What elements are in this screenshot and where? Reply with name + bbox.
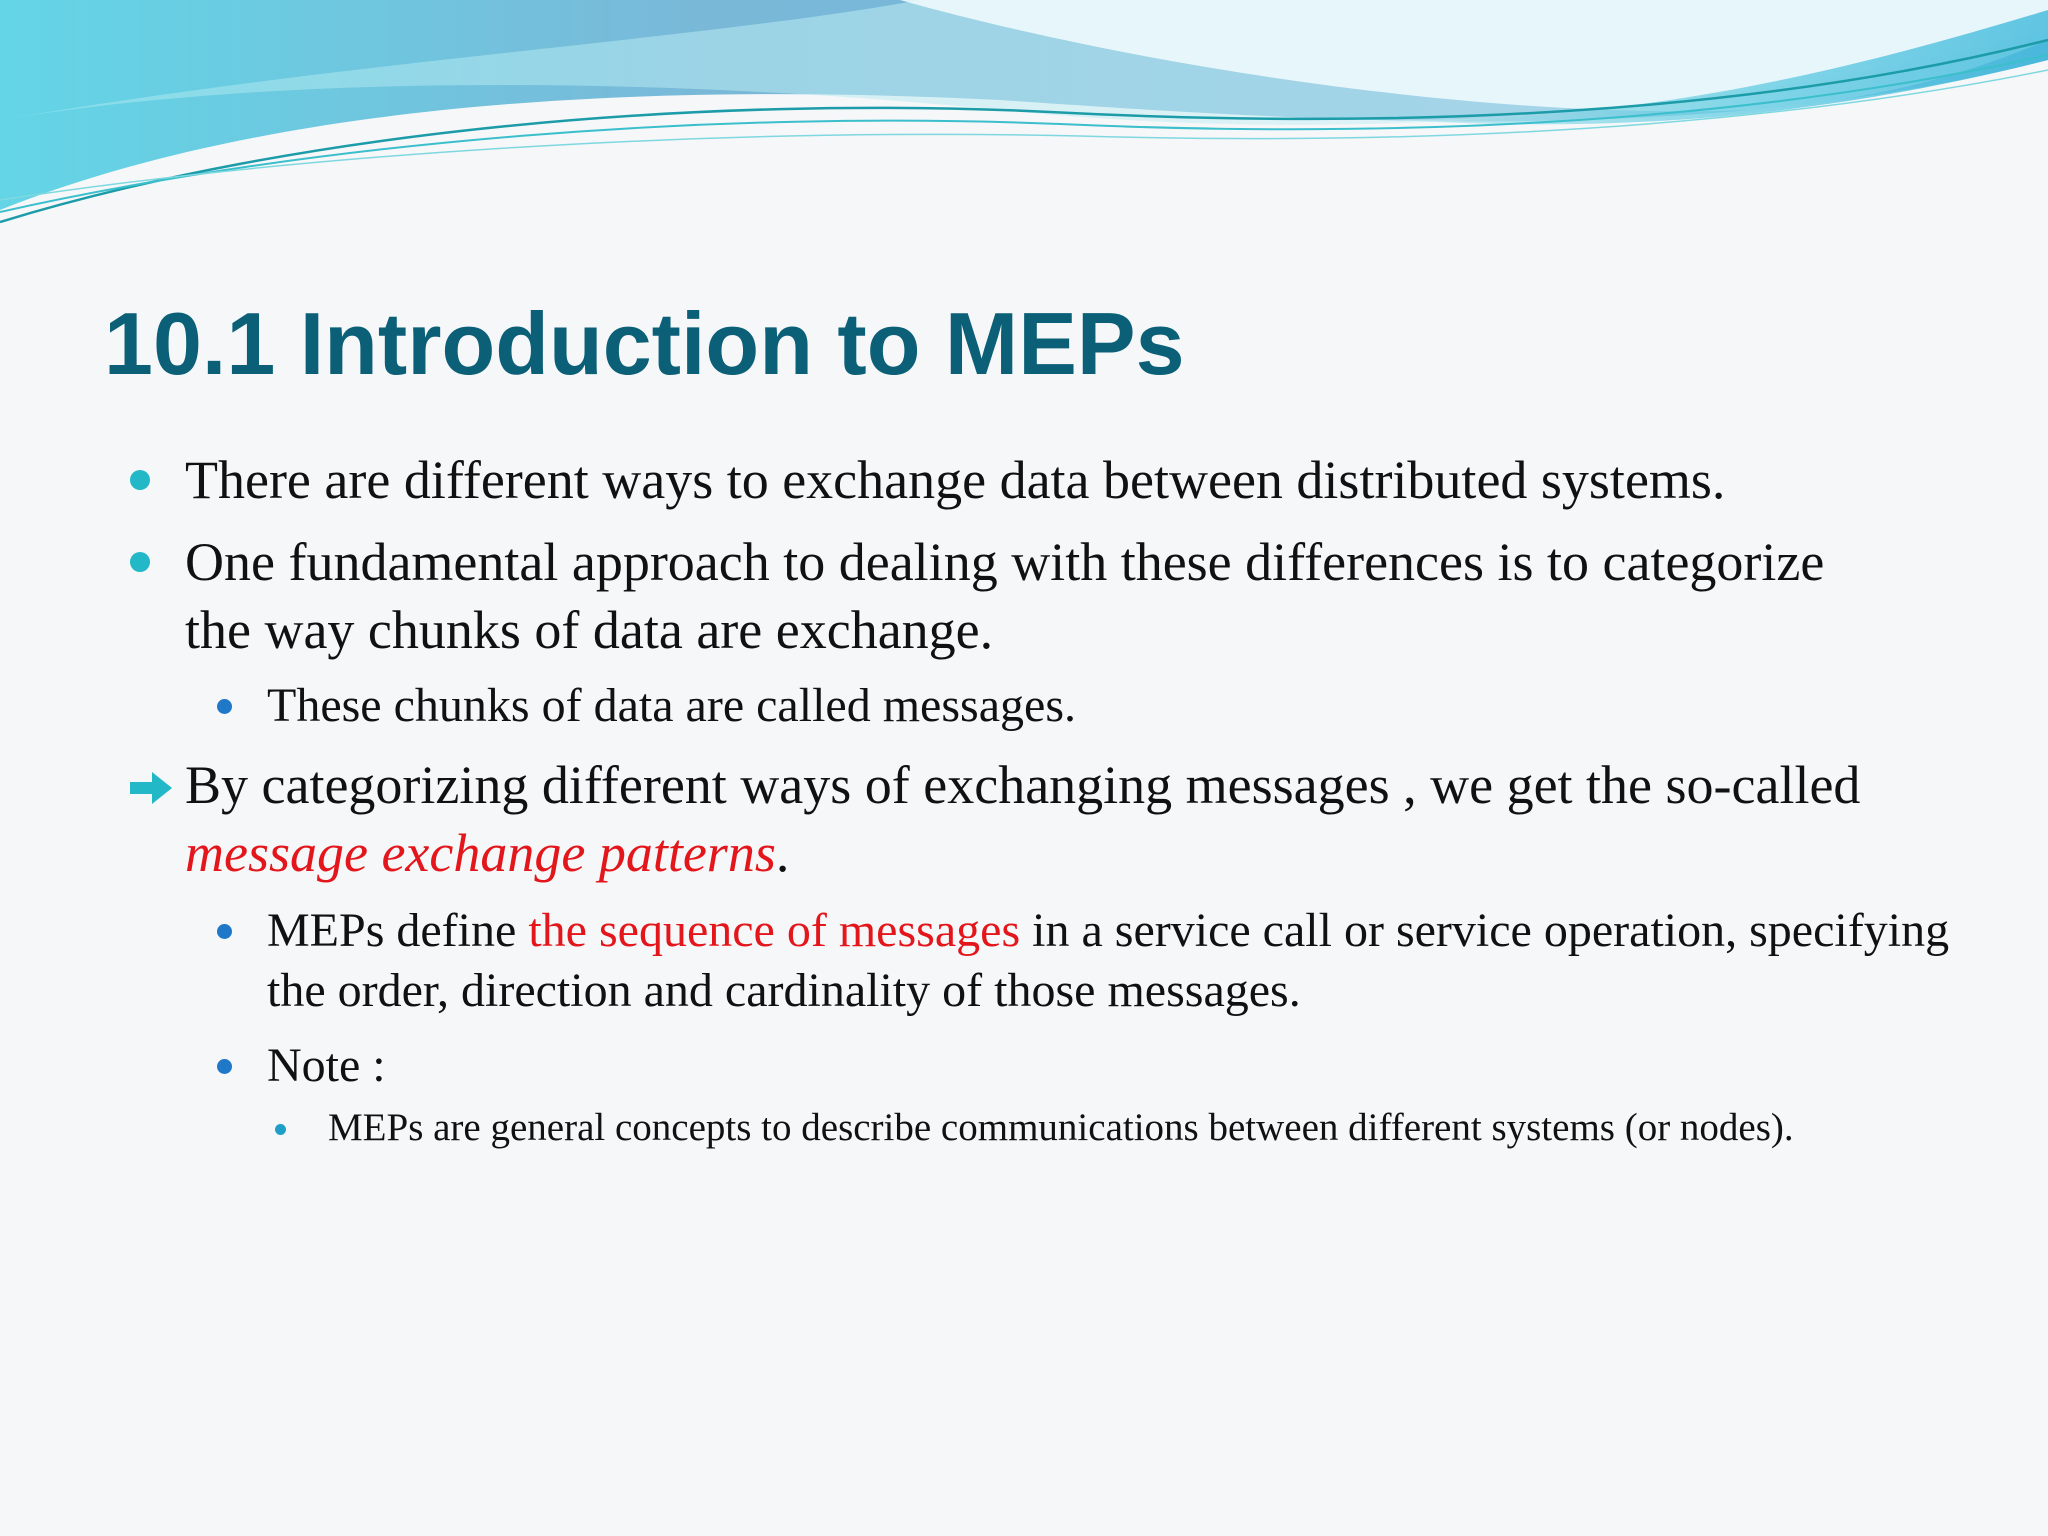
text-run: MEPs define [267,904,529,957]
bullet-dot [217,924,232,939]
bullet-dot [275,1124,286,1135]
bullet-dot [130,552,150,572]
bullet-text: One fundamental approach to dealing with these differences is to categorize the way chunks of data are exchange. [185,532,1825,660]
right-arrow-icon [126,768,176,808]
text-run: . [775,823,790,883]
emphasis-text: message exchange patterns [185,823,776,883]
slide-title: 10.1 Introduction to MEPs [104,294,1185,393]
bullet-dot [130,470,150,490]
arrow-bullet-text [185,751,1915,887]
bullet-dot [217,1059,232,1074]
text-run: in a service call or service operation, specifying the order, direction and cardinality of those messages. [267,904,1950,1017]
text-run: By categorizing different ways of exchanging messages , we get the so-called [185,755,1861,815]
bullet-text: Note : [267,1039,386,1092]
emphasis-text: the sequence of messages [528,904,1021,957]
bullet-text: MEPs are general concepts to describe communications between different systems (or nodes). [328,1106,1794,1149]
bullet-dot [217,699,232,714]
bullet-text [267,901,1987,1021]
bullet-text: These chunks of data are called messages. [267,679,1076,732]
wave-header-decoration [0,0,2048,240]
bullet-text: There are different ways to exchange data between distributed systems. [185,450,1726,510]
